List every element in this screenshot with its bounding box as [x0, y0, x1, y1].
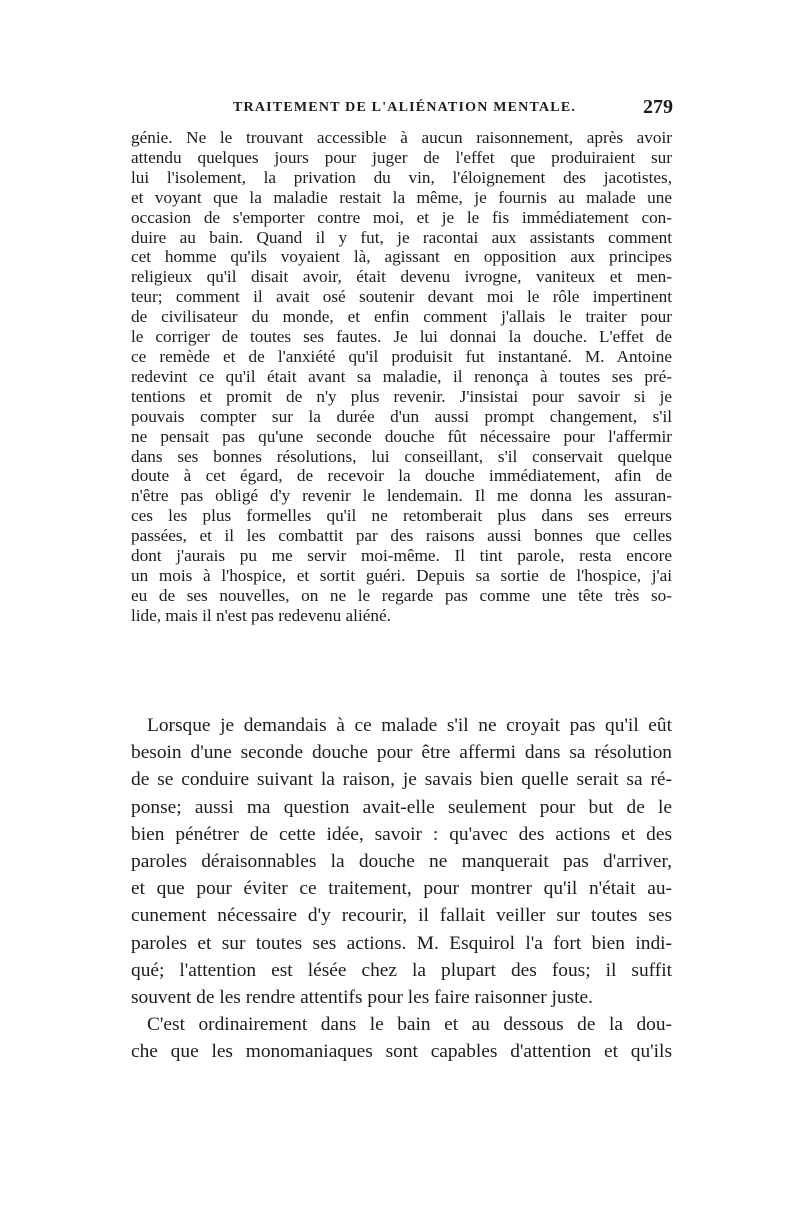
text-line: Lorsque je demandais à ce malade s'il ne croyait pas qu'il eût — [147, 715, 672, 736]
text-line: bien pénétrer de cette idée, savoir : qu'avec des actions et des — [131, 823, 672, 845]
text-line: redevint ce qu'il était avant sa maladie, il renonça à toutes ses pré- — [131, 366, 672, 386]
text-line: cunement nécessaire d'y recourir, il fallait veiller sur toutes ses — [131, 905, 672, 927]
text-line: lide, mais il n'est pas redevenu aliéné. — [131, 605, 391, 625]
text-line: duire au bain. Quand il y fut, je racontai aux assistants comment — [131, 227, 672, 247]
text-line: besoin d'une seconde douche pour être affermi dans sa résolution — [131, 742, 672, 764]
running-head: TRAITEMENT DE L'ALIÉNATION MENTALE. — [233, 100, 577, 115]
text-line: tentions et promit de n'y plus revenir. J'insistai pour savoir si je — [131, 386, 672, 406]
text-line: génie. Ne le trouvant accessible à aucun raisonnement, après avoir — [131, 128, 672, 147]
text-line: paroles déraisonnables la douche ne manquerait pas d'arriver, — [131, 851, 672, 873]
commentary-text — [131, 712, 672, 1066]
text-line: de civilisateur du monde, et enfin comment j'allais le traiter pour — [131, 307, 672, 327]
text-line: pouvais compter sur la durée d'un aussi prompt changement, s'il — [131, 406, 672, 426]
text-line: ponse; aussi ma question avait-elle seulement pour but de le — [131, 796, 672, 818]
text-line: ce remède et de l'anxiété qu'il produisit fut instantané. M. Antoine — [131, 346, 672, 366]
text-line: ces les plus formelles qu'il ne retomberait plus dans ses erreurs — [131, 506, 672, 526]
text-line: religieux qu'il disait avoir, était devenu ivrogne, vaniteux et men- — [131, 267, 672, 287]
text-line: lui l'isolement, la privation du vin, l'éloignement des jacotistes, — [131, 167, 672, 187]
text-line: et voyant que la maladie restait la même, je fournis au malade une — [131, 187, 672, 207]
paragraph-case-report — [131, 128, 672, 626]
text-line: teur; comment il avait osé soutenir devant moi le rôle impertinent — [131, 287, 672, 307]
text-line: eu de ses nouvelles, on ne le regarde pas comme une tête très so- — [131, 585, 672, 605]
page-header — [131, 96, 673, 124]
text-line: doute à cet égard, de recevoir la douche immédiatement, afin de — [131, 466, 672, 486]
text-line: dans ses bonnes résolutions, lui conseillant, s'il conservait quelque — [131, 446, 672, 466]
text-line: n'être pas obligé d'y revenir le lendemain. Il me donna les assuran- — [131, 486, 672, 506]
text-line: cet homme qu'ils voyaient là, agissant en opposition aux principes — [131, 247, 672, 267]
page-number: 279 — [643, 96, 673, 118]
text-line: le corriger de toutes ses fautes. Je lui donnai la douche. L'effet de — [131, 327, 672, 347]
text-line: passées, et il les combattit par des raisons aussi bonnes que celles — [131, 526, 672, 546]
text-line: occasion de s'emporter contre moi, et je le fis immédiatement con- — [131, 207, 672, 227]
text-line: un mois à l'hospice, et sortit guéri. Depuis sa sortie de l'hospice, j'ai — [131, 565, 672, 585]
text-line: dont j'aurais pu me servir moi-même. Il tint parole, resta encore — [131, 546, 672, 566]
text-line: C'est ordinairement dans le bain et au dessous de la dou- — [147, 1014, 672, 1036]
text-line: souvent de les rendre attentifs pour les faire raisonner juste. — [131, 987, 593, 1009]
text-line: attendu quelques jours pour juger de l'effet que produiraient sur — [131, 147, 672, 167]
text-line: de se conduire suivant la raison, je savais bien quelle serait sa ré- — [131, 769, 672, 791]
text-line: paroles et sur toutes ses actions. M. Esquirol l'a fort bien indi- — [131, 932, 672, 954]
text-line: et que pour éviter ce traitement, pour montrer qu'il n'était au- — [131, 878, 672, 900]
text-line: ne pensait pas qu'une seconde douche fût nécessaire pour l'affermir — [131, 426, 672, 446]
text-line: che que les monomaniaques sont capables d'attention et qu'ils — [131, 1041, 672, 1063]
text-line: qué; l'attention est lésée chez la plupart des fous; il suffit — [131, 959, 672, 981]
